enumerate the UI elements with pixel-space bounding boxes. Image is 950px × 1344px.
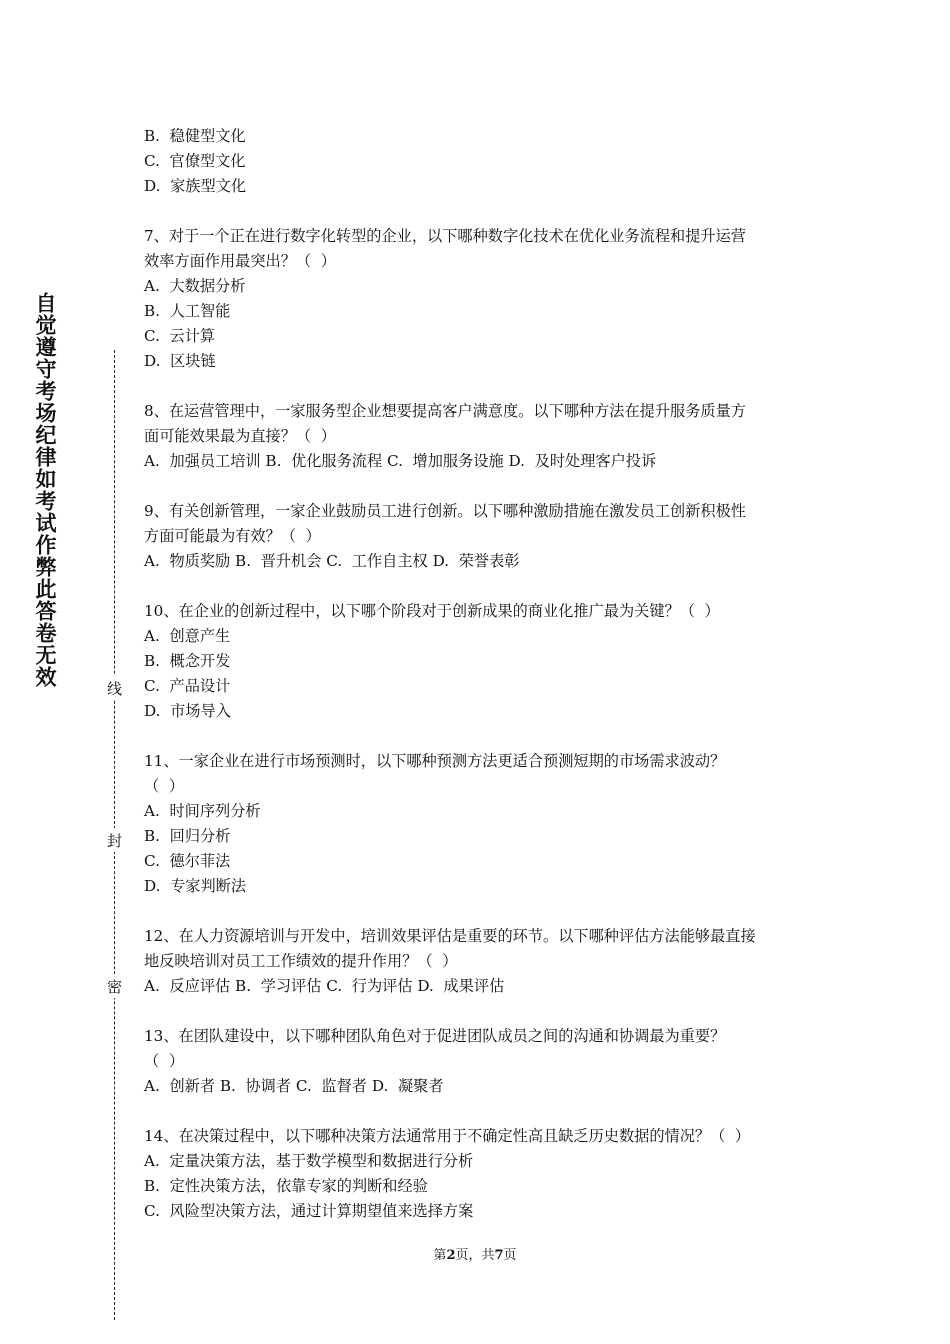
option-line: A. 创新者 B. 协调者 C. 监督者 D. 凝聚者 bbox=[144, 1077, 444, 1095]
binding-label-line: 线 bbox=[104, 676, 126, 700]
option-line: C. 官僚型文化 bbox=[144, 152, 246, 170]
option-line: D. 区块链 bbox=[144, 352, 216, 370]
question-stem: 10、在企业的创新过程中，以下哪个阶段对于创新成果的商业化推广最为关键？（ ） bbox=[144, 602, 720, 620]
exam-discipline-warning: 自觉遵守考场纪律如考试作弊此答卷无效 bbox=[33, 292, 57, 688]
question-9 bbox=[144, 499, 814, 574]
question-stem: 7、对于一个正在进行数字化转型的企业，以下哪种数字化技术在优化业务流程和提升运营 bbox=[144, 227, 746, 245]
option-line: A. 反应评估 B. 学习评估 C. 行为评估 D. 成果评估 bbox=[144, 977, 505, 995]
question-stem: 9、有关创新管理，一家企业鼓励员工进行创新。以下哪种激励措施在激发员工创新积极性 bbox=[144, 502, 746, 520]
question-12 bbox=[144, 924, 814, 999]
question-stem: 面可能效果最为直接？（ ） bbox=[144, 427, 336, 445]
question-8 bbox=[144, 399, 814, 474]
question-stem: 11、一家企业在进行市场预测时，以下哪种预测方法更适合预测短期的市场需求波动？ bbox=[144, 752, 726, 770]
question-10 bbox=[144, 599, 814, 724]
page-footer bbox=[0, 1244, 950, 1263]
option-line: B. 概念开发 bbox=[144, 652, 231, 670]
question-stem: 地反映培训对员工工作绩效的提升作用？（ ） bbox=[144, 952, 458, 970]
option-line: C. 德尔菲法 bbox=[144, 852, 231, 870]
option-line: D. 家族型文化 bbox=[144, 177, 247, 195]
question-7 bbox=[144, 224, 814, 374]
question-stem: （ ） bbox=[144, 777, 185, 795]
option-line: B. 定性决策方法，依靠专家的判断和经验 bbox=[144, 1177, 428, 1195]
option-line: B. 人工智能 bbox=[144, 302, 231, 320]
question-content bbox=[144, 124, 814, 1224]
question-stem: 14、在决策过程中，以下哪种决策方法通常用于不确定性高且缺乏历史数据的情况？（ ） bbox=[144, 1127, 751, 1145]
question-stem: 效率方面作用最突出？（ ） bbox=[144, 252, 336, 270]
option-line: A. 定量决策方法，基于数学模型和数据进行分析 bbox=[144, 1152, 474, 1170]
binding-label-secret: 密 bbox=[104, 974, 126, 998]
current-page-number: 2 bbox=[446, 1248, 456, 1263]
option-line: D. 市场导入 bbox=[144, 702, 231, 720]
question-stem: 方面可能最为有效？（ ） bbox=[144, 527, 321, 545]
option-line: C. 云计算 bbox=[144, 327, 216, 345]
option-line: A. 时间序列分析 bbox=[144, 802, 261, 820]
total-page-count: 7 bbox=[494, 1248, 504, 1263]
option-line: B. 回归分析 bbox=[144, 827, 231, 845]
question-13 bbox=[144, 1024, 814, 1099]
option-line: A. 物质奖励 B. 晋升机会 C. 工作自主权 D. 荣誉表彰 bbox=[144, 552, 520, 570]
leading-options bbox=[144, 124, 814, 199]
footer-middle: 页，共 bbox=[455, 1248, 495, 1263]
option-line: D. 专家判断法 bbox=[144, 877, 247, 895]
option-line: B. 稳健型文化 bbox=[144, 127, 246, 145]
binding-label-seal: 封 bbox=[104, 828, 126, 852]
option-line: A. 加强员工培训 B. 优化服务流程 C. 增加服务设施 D. 及时处理客户投诉 bbox=[144, 452, 657, 470]
question-11 bbox=[144, 749, 814, 899]
question-stem: 12、在人力资源培训与开发中，培训效果评估是重要的环节。以下哪种评估方法能够最直接 bbox=[144, 927, 756, 945]
question-stem: 8、在运营管理中，一家服务型企业想要提高客户满意度。以下哪种方法在提升服务质量方 bbox=[144, 402, 746, 420]
option-line: C. 风险型决策方法，通过计算期望值来选择方案 bbox=[144, 1202, 474, 1220]
option-line: C. 产品设计 bbox=[144, 677, 231, 695]
option-line: A. 大数据分析 bbox=[144, 277, 246, 295]
footer-suffix: 页 bbox=[503, 1248, 517, 1263]
question-14 bbox=[144, 1124, 814, 1224]
option-line: A. 创意产生 bbox=[144, 627, 231, 645]
question-stem: （ ） bbox=[144, 1052, 185, 1070]
footer-prefix: 第 bbox=[433, 1248, 447, 1263]
question-stem: 13、在团队建设中，以下哪种团队角色对于促进团队成员之间的沟通和协调最为重要？ bbox=[144, 1027, 726, 1045]
